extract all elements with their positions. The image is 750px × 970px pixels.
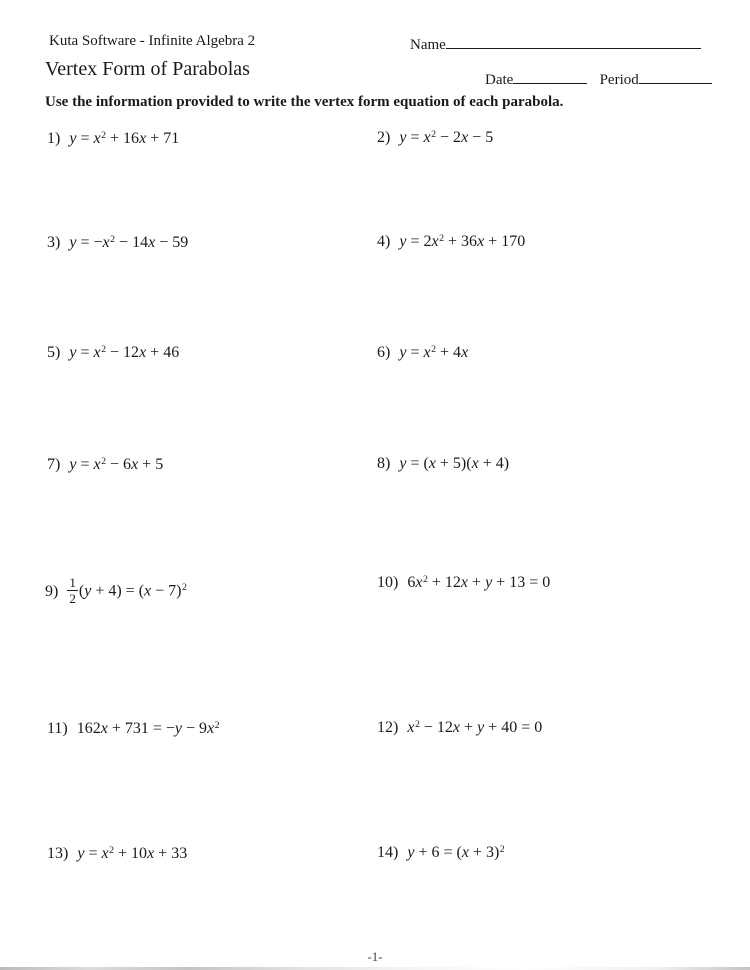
period-label: Period [599, 72, 639, 88]
problem-number: 9) [45, 582, 59, 600]
problem-equation: $y = 2x^2 + 36x + 170$ [399, 232, 526, 250]
problem-number: 8) [377, 455, 391, 472]
problem-number: 12) [377, 719, 399, 736]
problem-9 [45, 576, 187, 607]
problem-equation: $y = x^2 + 4x$ [399, 343, 469, 361]
problem-11 [47, 720, 220, 738]
name-label: Name [410, 37, 446, 53]
name-blank-line [446, 31, 701, 49]
problem-number: 10) [377, 574, 399, 591]
problem-equation: $162x + 731 = -y - 9x^2$ [76, 719, 220, 737]
problem-number: 7) [47, 456, 61, 473]
problem-3 [47, 234, 188, 252]
problem-14 [377, 844, 505, 862]
problem-1 [47, 130, 179, 148]
date-period-field [485, 66, 712, 89]
problem-number: 3) [47, 234, 61, 251]
problem-6 [377, 344, 468, 362]
problem-equation: $y = x^2 - 6x + 5$ [69, 455, 164, 473]
problem-8 [377, 455, 509, 473]
problem-number: 14) [377, 844, 399, 861]
problem-equation: $x^2 - 12x + y + 40 = 0$ [407, 718, 543, 736]
problem-number: 11) [47, 720, 68, 737]
worksheet-title: Vertex Form of Parabolas [45, 58, 250, 80]
problem-4 [377, 233, 525, 251]
problem-2 [377, 129, 493, 147]
course-name: Kuta Software - Infinite Algebra 2 [49, 33, 256, 49]
problem-equation: $y = x^2 - 12x + 46$ [69, 343, 180, 361]
problem-5 [47, 344, 179, 362]
problem-equation: $6x^2 + 12x + y + 13 = 0$ [407, 573, 551, 591]
period-blank-line [639, 66, 712, 84]
problem-number: 4) [377, 233, 391, 250]
problem-equation: $y + 6 = (x + 3)^2$ [407, 843, 505, 861]
problem-equation: $y = x^2 + 16x + 71$ [69, 129, 180, 147]
problem-number: 2) [377, 129, 391, 146]
problem-equation: y = (x + 5)(x + 4) [399, 455, 510, 472]
problem-12 [377, 719, 542, 737]
problem-10 [377, 574, 550, 592]
problem-13 [47, 845, 187, 863]
date-blank-line [513, 66, 586, 84]
instruction-text: Use the information provided to write the vertex form equation of each parabola. [45, 94, 564, 110]
name-field [410, 31, 701, 54]
problem-equation: $y = x^2 + 10x + 33$ [77, 844, 188, 862]
problem-equation: $y = -x^2 - 14x - 59$ [69, 233, 189, 251]
page-number: -1- [367, 949, 383, 964]
date-label: Date [485, 72, 514, 88]
problem-number: 6) [377, 344, 391, 361]
problem-number: 13) [47, 845, 69, 862]
problem-equation: $\frac{1}{2}$ $(y + 4) = (x - 7)^2$ [69, 575, 187, 607]
problem-7 [47, 456, 163, 474]
problem-number: 5) [47, 344, 61, 361]
problem-number: 1) [47, 130, 61, 147]
problem-equation: $y = x^2 - 2x - 5$ [399, 128, 494, 146]
